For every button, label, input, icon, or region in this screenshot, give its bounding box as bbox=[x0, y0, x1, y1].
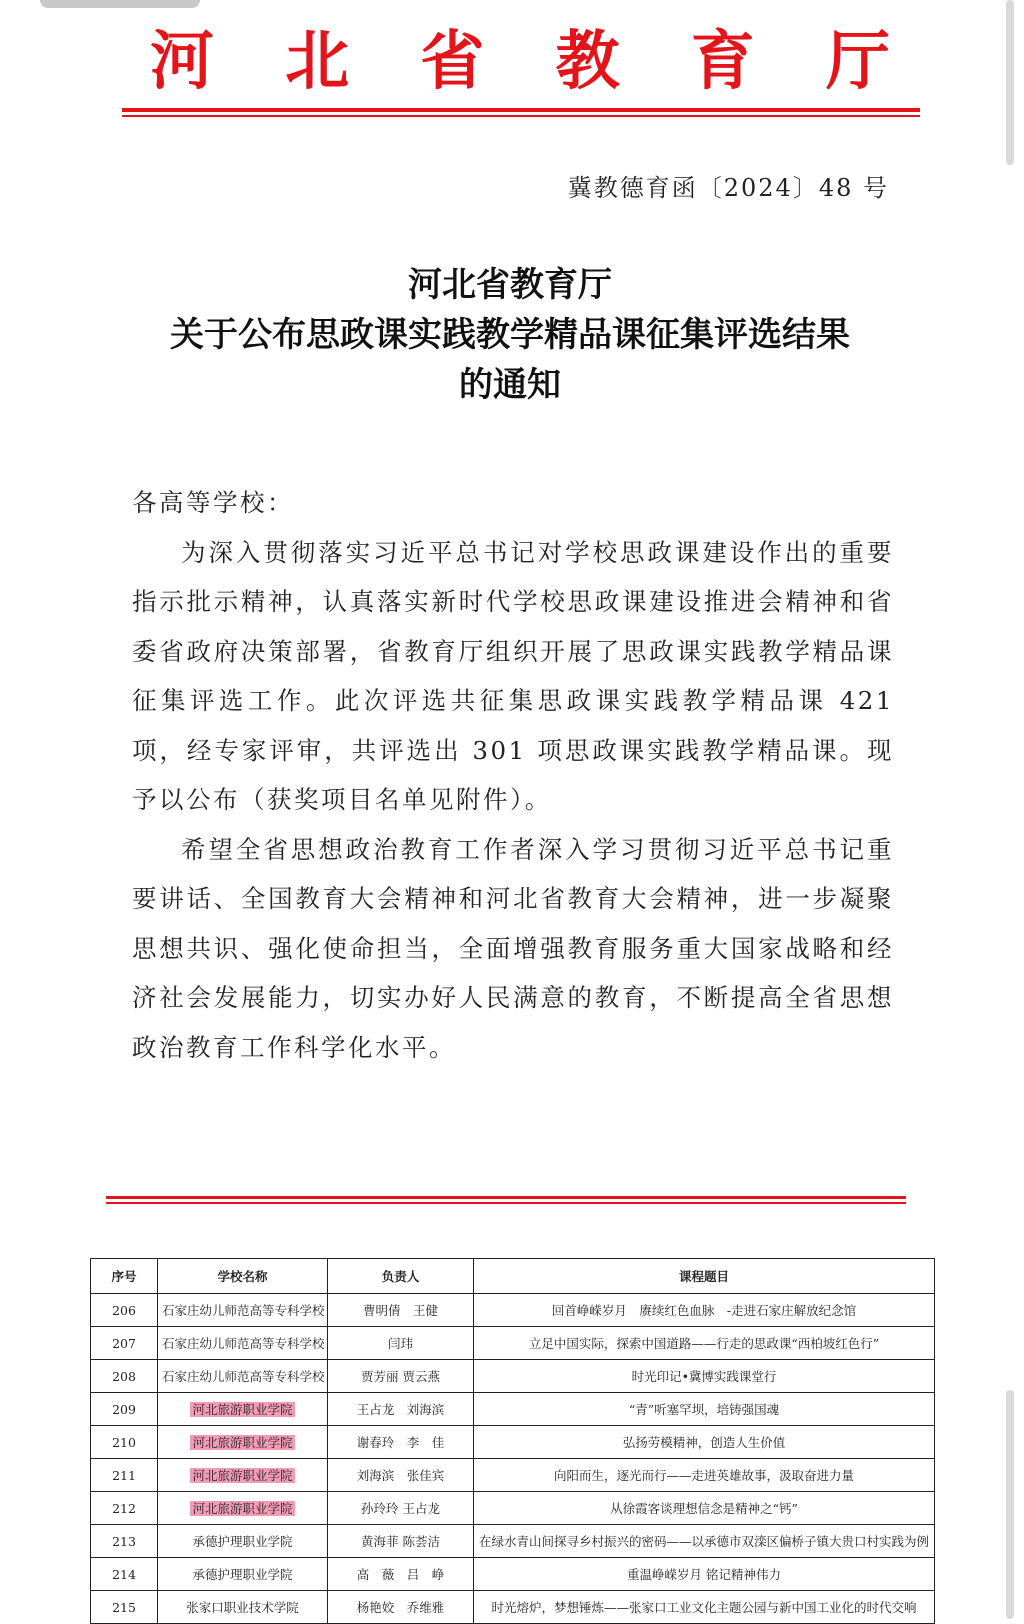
lead-names: 黄海菲 陈荟洁 bbox=[361, 1534, 440, 1549]
letterhead-rule-thin bbox=[122, 115, 920, 117]
letterhead-char: 省 bbox=[420, 24, 485, 99]
letterhead-char: 河 bbox=[150, 24, 214, 99]
column-header: 负责人 bbox=[328, 1259, 474, 1294]
lead-names: 曹明倩 王健 bbox=[362, 1303, 438, 1318]
course-title: 从徐霞客谈理想信念是精神之“钙” bbox=[610, 1501, 798, 1516]
table-row bbox=[91, 1327, 935, 1360]
body-paragraph: 希望全省思想政治教育工作者深入学习贯彻习近平总书记重要讲话、全国教育大会精神和河北省教育大会精神，进一步凝聚思想共识、强化使命担当，全面增强教育服务重大国家战略和经济社会发展能力，切实办好人民满意的教育，不断提高全省思想政治教育工作科学化水平。 bbox=[132, 834, 894, 1062]
row-number-cell bbox=[91, 1459, 158, 1492]
table-row bbox=[91, 1393, 935, 1426]
notice-title-line: 关于公布思政课实践教学精品课征集评选结果 bbox=[170, 315, 850, 355]
school-name: 河北旅游职业学院 bbox=[192, 1435, 293, 1450]
lead-names: 闫玮 bbox=[387, 1336, 413, 1351]
lead-names: 杨艳姣 乔维雅 bbox=[356, 1600, 445, 1615]
lead-names-cell bbox=[328, 1294, 474, 1327]
table-row bbox=[91, 1294, 935, 1327]
school-name-cell bbox=[158, 1459, 328, 1492]
course-title-cell bbox=[474, 1558, 935, 1591]
table-row bbox=[91, 1426, 935, 1459]
letterhead-rule bbox=[122, 108, 920, 112]
school-name: 河北旅游职业学院 bbox=[192, 1402, 293, 1417]
school-name: 张家口职业技术学院 bbox=[186, 1600, 299, 1615]
row-number-cell bbox=[91, 1558, 158, 1591]
table-row bbox=[91, 1525, 935, 1558]
lead-names: 孙玲玲 王占龙 bbox=[361, 1501, 440, 1516]
notice-title-line: 河北省教育厅 bbox=[408, 265, 612, 305]
course-title: 时光熔炉，梦想锤炼——张家口工业文化主题公园与新中国工业化的时代交响 bbox=[491, 1600, 917, 1615]
lead-names: 谢春玲 李 佳 bbox=[356, 1435, 445, 1450]
row-number: 212 bbox=[112, 1500, 136, 1516]
school-name-cell bbox=[158, 1327, 328, 1360]
letterhead-char: 北 bbox=[285, 24, 350, 99]
column-header: 学校名称 bbox=[158, 1259, 328, 1294]
row-number: 211 bbox=[112, 1467, 136, 1483]
scrollbar-thumb-lower[interactable] bbox=[1006, 1390, 1014, 1619]
school-name: 石家庄幼儿师范高等专科学校 bbox=[162, 1303, 325, 1318]
school-name: 石家庄幼儿师范高等专科学校 bbox=[162, 1369, 325, 1384]
row-number-cell bbox=[91, 1360, 158, 1393]
school-name: 河北旅游职业学院 bbox=[192, 1501, 293, 1516]
lead-names: 高 薇 吕 峥 bbox=[356, 1567, 445, 1582]
table-header-row bbox=[91, 1259, 935, 1294]
course-title-cell bbox=[474, 1327, 935, 1360]
lead-names-cell bbox=[328, 1360, 474, 1393]
lead-names: 刘海滨 张佳宾 bbox=[356, 1468, 445, 1483]
course-title-cell bbox=[474, 1459, 935, 1492]
course-title-cell bbox=[474, 1360, 935, 1393]
school-name-cell bbox=[158, 1525, 328, 1558]
letterhead-title bbox=[120, 22, 920, 102]
scrollbar-thumb-upper[interactable] bbox=[1006, 0, 1014, 165]
row-number: 213 bbox=[112, 1533, 136, 1549]
letterhead-char: 教 bbox=[555, 24, 620, 99]
course-title-cell bbox=[474, 1492, 935, 1525]
school-name-cell bbox=[158, 1426, 328, 1459]
row-number: 209 bbox=[112, 1401, 136, 1417]
row-number-cell bbox=[91, 1426, 158, 1459]
row-number: 214 bbox=[112, 1566, 136, 1582]
course-title-cell bbox=[474, 1294, 935, 1327]
award-table bbox=[90, 1258, 935, 1624]
school-name-cell bbox=[158, 1558, 328, 1591]
lead-names-cell bbox=[328, 1525, 474, 1558]
row-number: 210 bbox=[112, 1434, 136, 1450]
row-number-cell bbox=[91, 1492, 158, 1525]
course-title: 时光印记•冀博实践课堂行 bbox=[631, 1369, 777, 1384]
table-row bbox=[91, 1492, 935, 1525]
body-paragraph: 为深入贯彻落实习近平总书记对学校思政课建设作出的重要指示批示精神，认真落实新时代学校思政课建设推进会精神和省委省政府决策部署，省教育厅组织开展了思政课实践教学精品课征集评选工作。此次评选共征集思政课实践教学精品课 421 项，经专家评审，共评选出 301 项思政课实践教学精品课。现予以公布（获奖项目名单见附件）。 bbox=[132, 537, 894, 814]
row-number-cell bbox=[91, 1327, 158, 1360]
course-title: 重温峥嵘岁月 铭记精神伟力 bbox=[627, 1567, 781, 1582]
footer-rule-thin bbox=[106, 1202, 906, 1204]
table-row bbox=[91, 1360, 935, 1393]
lead-names-cell bbox=[328, 1393, 474, 1426]
school-name-cell bbox=[158, 1360, 328, 1393]
school-name-cell bbox=[158, 1294, 328, 1327]
course-title-cell bbox=[474, 1393, 935, 1426]
column-header: 课程题目 bbox=[474, 1259, 935, 1294]
lead-names-cell bbox=[328, 1492, 474, 1525]
column-header: 序号 bbox=[91, 1259, 158, 1294]
letterhead-char: 育 bbox=[690, 24, 755, 99]
row-number: 207 bbox=[112, 1335, 136, 1351]
school-name: 承德护理职业学院 bbox=[192, 1534, 293, 1549]
course-title: “青”听塞罕坝，培铸强国魂 bbox=[628, 1402, 780, 1417]
lead-names: 王占龙 刘海滨 bbox=[356, 1402, 445, 1417]
school-name: 河北旅游职业学院 bbox=[192, 1468, 293, 1483]
row-number-cell bbox=[91, 1393, 158, 1426]
lead-names-cell bbox=[328, 1558, 474, 1591]
notice-title-line: 的通知 bbox=[459, 365, 561, 405]
course-title: 弘扬劳模精神，创造人生价值 bbox=[622, 1435, 786, 1450]
row-number: 215 bbox=[112, 1599, 136, 1615]
row-number-cell bbox=[91, 1294, 158, 1327]
course-title-cell bbox=[474, 1426, 935, 1459]
course-title: 立足中国实际，探索中国道路——行走的思政课“西柏坡红色行” bbox=[528, 1336, 880, 1351]
school-name: 石家庄幼儿师范高等专科学校 bbox=[162, 1336, 325, 1351]
course-title: 回首峥嵘岁月 赓续红色血脉 -走进石家庄解放纪念馆 bbox=[551, 1303, 857, 1318]
course-title-cell bbox=[474, 1525, 935, 1558]
row-number-cell bbox=[91, 1525, 158, 1558]
lead-names-cell bbox=[328, 1426, 474, 1459]
table-row bbox=[91, 1459, 935, 1492]
lead-names-cell bbox=[328, 1327, 474, 1360]
notice-title bbox=[110, 260, 910, 410]
school-name-cell bbox=[158, 1492, 328, 1525]
footer-rule bbox=[106, 1196, 906, 1199]
course-title: 在绿水青山间探寻乡村振兴的密码——以承德市双滦区偏桥子镇大贵口村实践为例 bbox=[478, 1534, 929, 1549]
course-title: 向阳而生，逐光而行——走进英雄故事，汲取奋进力量 bbox=[553, 1468, 854, 1483]
lead-names: 贾芳丽 贾云燕 bbox=[361, 1369, 440, 1384]
document-number: 冀教德育函〔2024〕48 号 bbox=[567, 174, 889, 202]
notice-body bbox=[132, 478, 894, 1072]
letterhead-char: 厅 bbox=[825, 24, 890, 99]
row-number: 208 bbox=[112, 1368, 136, 1384]
salutation: 各高等学校： bbox=[132, 488, 294, 517]
school-name: 承德护理职业学院 bbox=[192, 1567, 293, 1582]
lead-names-cell bbox=[328, 1459, 474, 1492]
school-name-cell bbox=[158, 1393, 328, 1426]
table-row bbox=[91, 1558, 935, 1591]
row-number: 206 bbox=[112, 1302, 136, 1318]
top-tab-handle bbox=[40, 0, 200, 8]
